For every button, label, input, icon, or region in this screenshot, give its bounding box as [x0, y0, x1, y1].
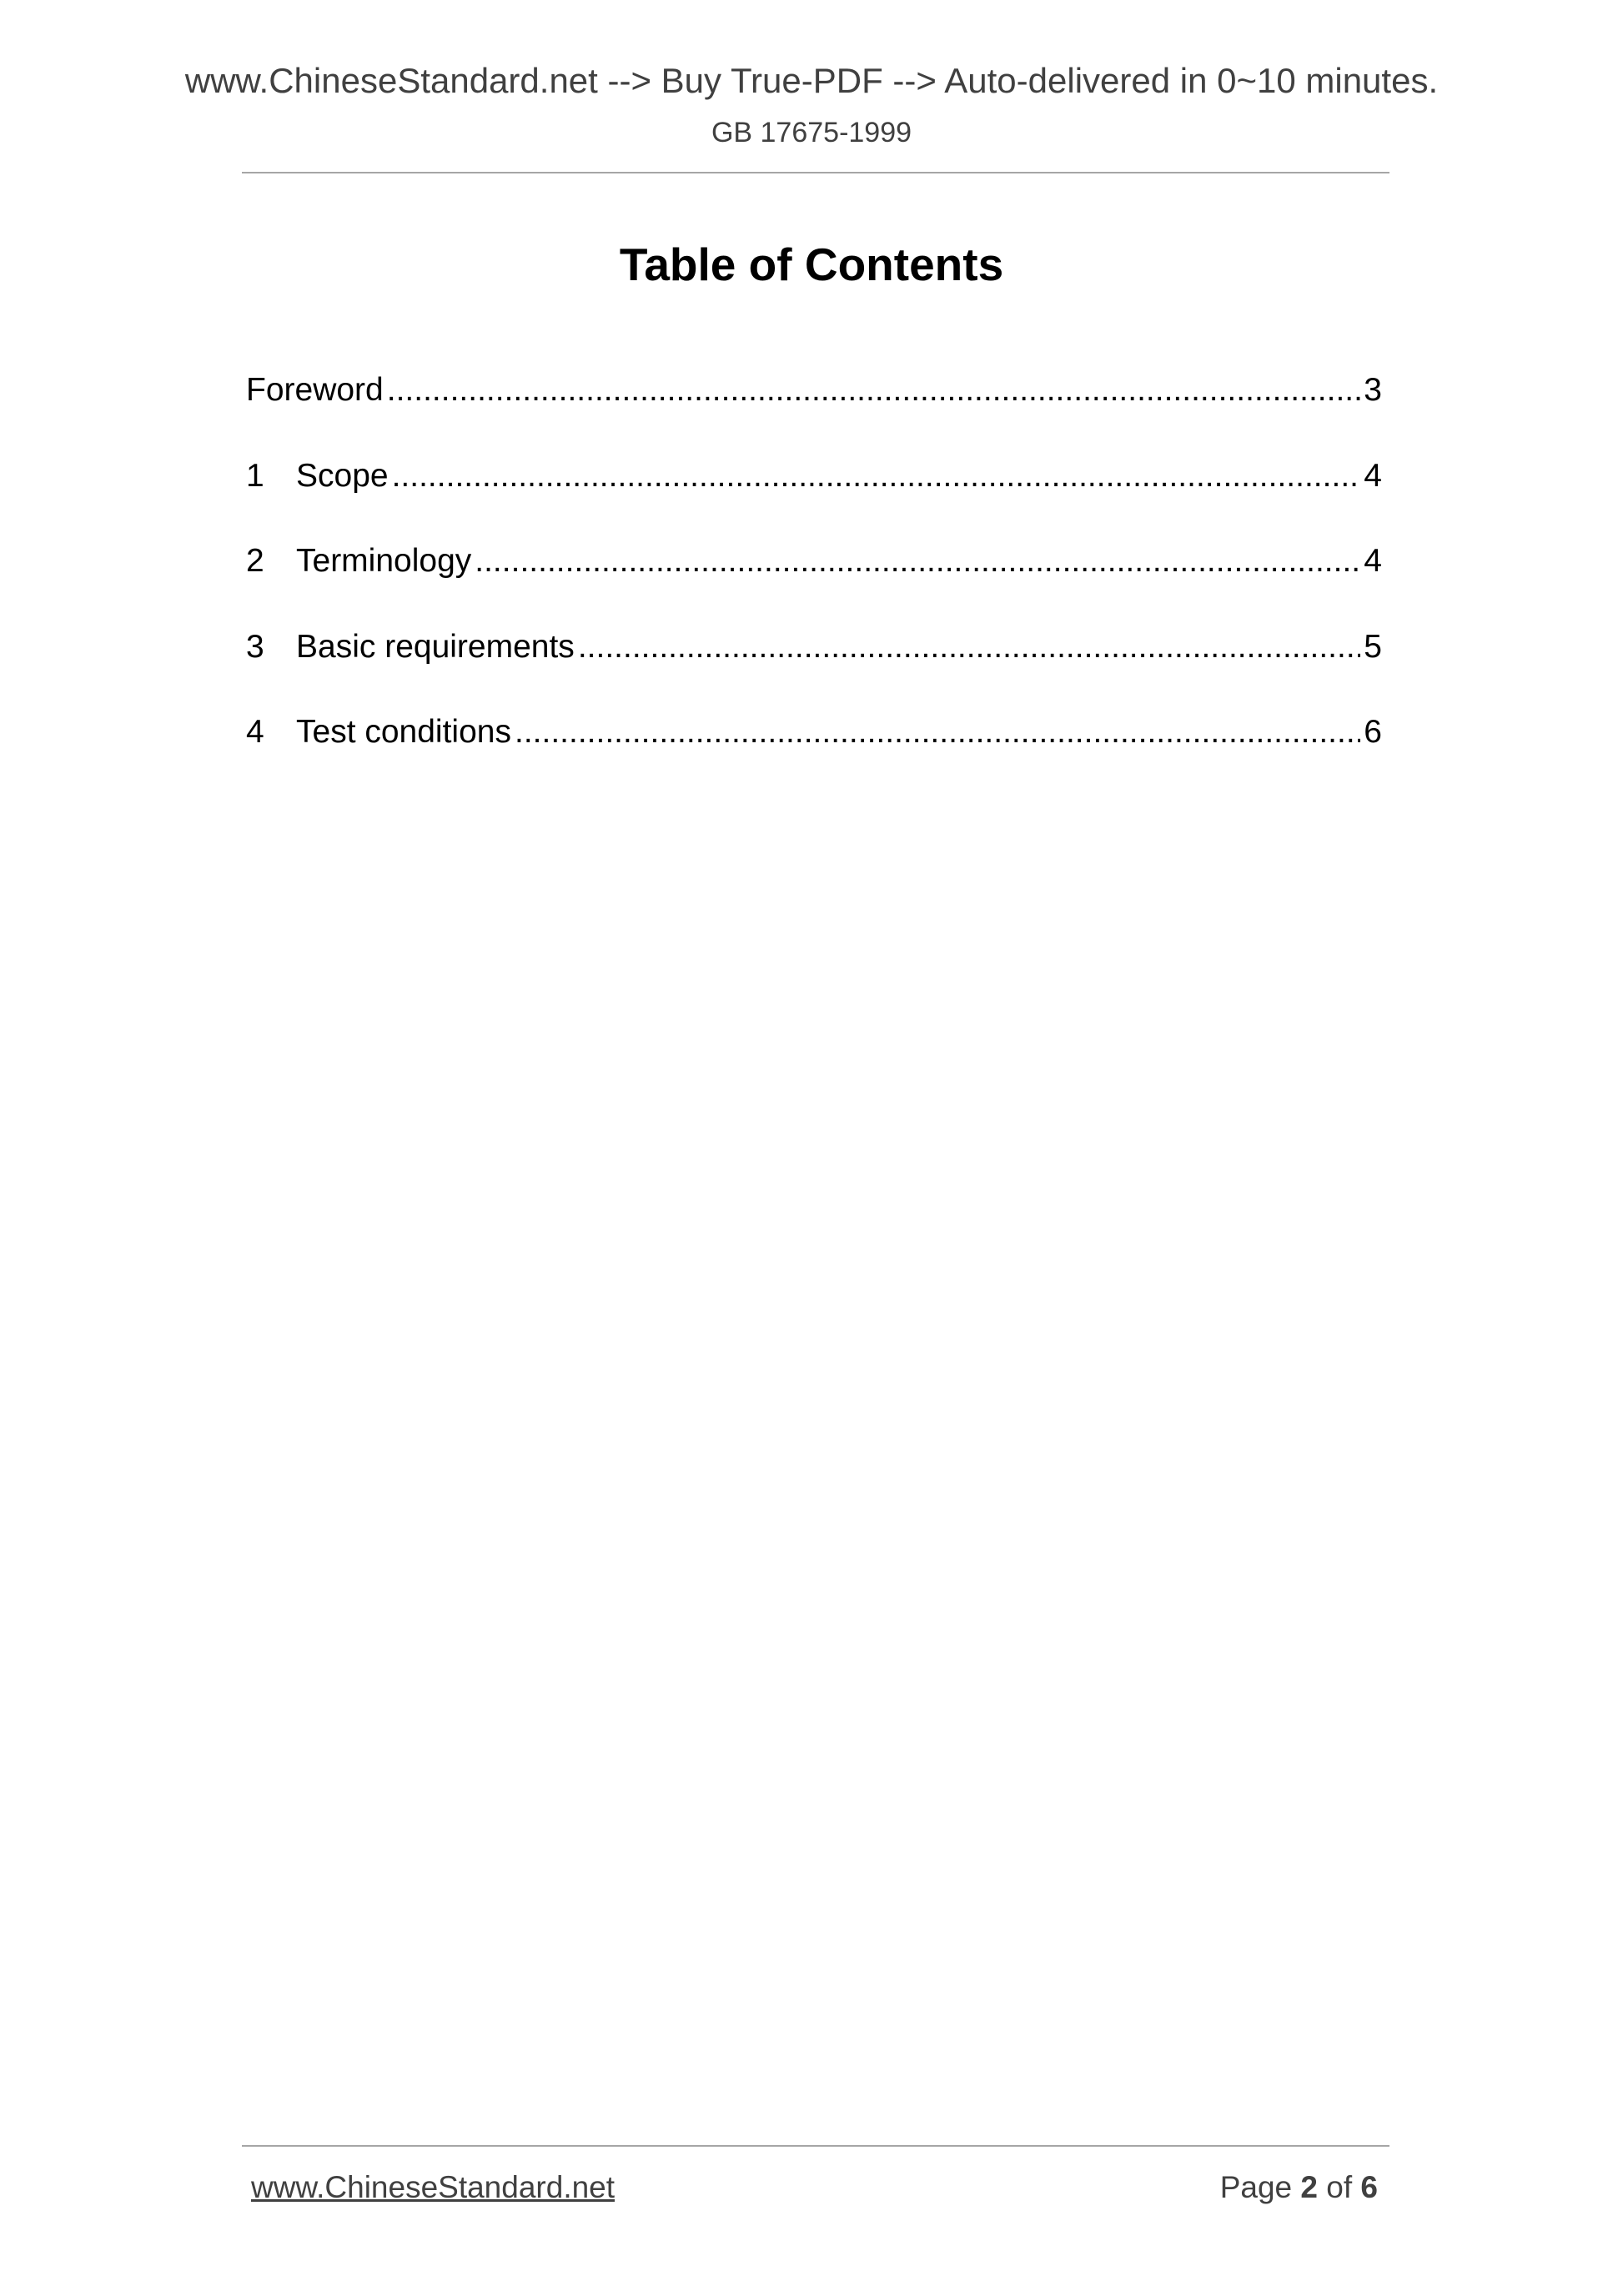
toc-entry-title: Scope: [296, 457, 389, 494]
toc-dot-leader: [387, 374, 1361, 406]
footer-site-link[interactable]: www.ChineseStandard.net: [251, 2170, 616, 2204]
page-indicator: [1220, 2172, 1378, 2203]
toc-entry-page: 4: [1364, 457, 1382, 494]
toc-entry-test-conditions[interactable]: [246, 716, 1382, 801]
toc-dot-leader: [475, 545, 1360, 577]
page-of-label: of: [1326, 2170, 1353, 2204]
total-pages-number: 6: [1360, 2170, 1378, 2204]
header-divider: [242, 172, 1389, 173]
page-prefix: Page: [1219, 2170, 1293, 2204]
toc-entry-title: Foreword: [246, 372, 384, 408]
toc-entry-foreword[interactable]: [246, 374, 1382, 460]
toc-entry-number: 2: [246, 543, 264, 579]
toc-entry-title: Basic requirements: [296, 628, 575, 665]
toc-entry-basic-requirements[interactable]: [246, 628, 1382, 716]
current-page-number: 2: [1300, 2170, 1318, 2204]
toc-entry-page: 6: [1364, 714, 1382, 750]
toc-entry-title: Test conditions: [296, 714, 511, 750]
toc-entry-terminology[interactable]: [246, 545, 1382, 631]
toc-dot-leader: [515, 716, 1360, 748]
toc-dot-leader: [392, 460, 1361, 492]
toc-entry-page: 4: [1364, 543, 1382, 579]
document-id: GB 17675-1999: [711, 117, 912, 148]
toc-entry-page: 5: [1364, 628, 1382, 665]
table-of-contents: [246, 374, 1382, 801]
toc-entry-number: 1: [246, 457, 264, 494]
toc-entry-number: 4: [246, 714, 264, 750]
toc-entry-page: 3: [1364, 372, 1382, 408]
header-banner: www.ChineseStandard.net --> Buy True-PDF --> Auto-delivered in 0~10 minutes.: [184, 61, 1439, 100]
toc-entry-number: 3: [246, 628, 264, 665]
footer-divider: [242, 2145, 1389, 2147]
page-title: Table of Contents: [619, 239, 1004, 290]
toc-entry-title: Terminology: [296, 543, 472, 579]
toc-dot-leader: [578, 631, 1360, 663]
toc-entry-scope[interactable]: [246, 457, 1382, 545]
